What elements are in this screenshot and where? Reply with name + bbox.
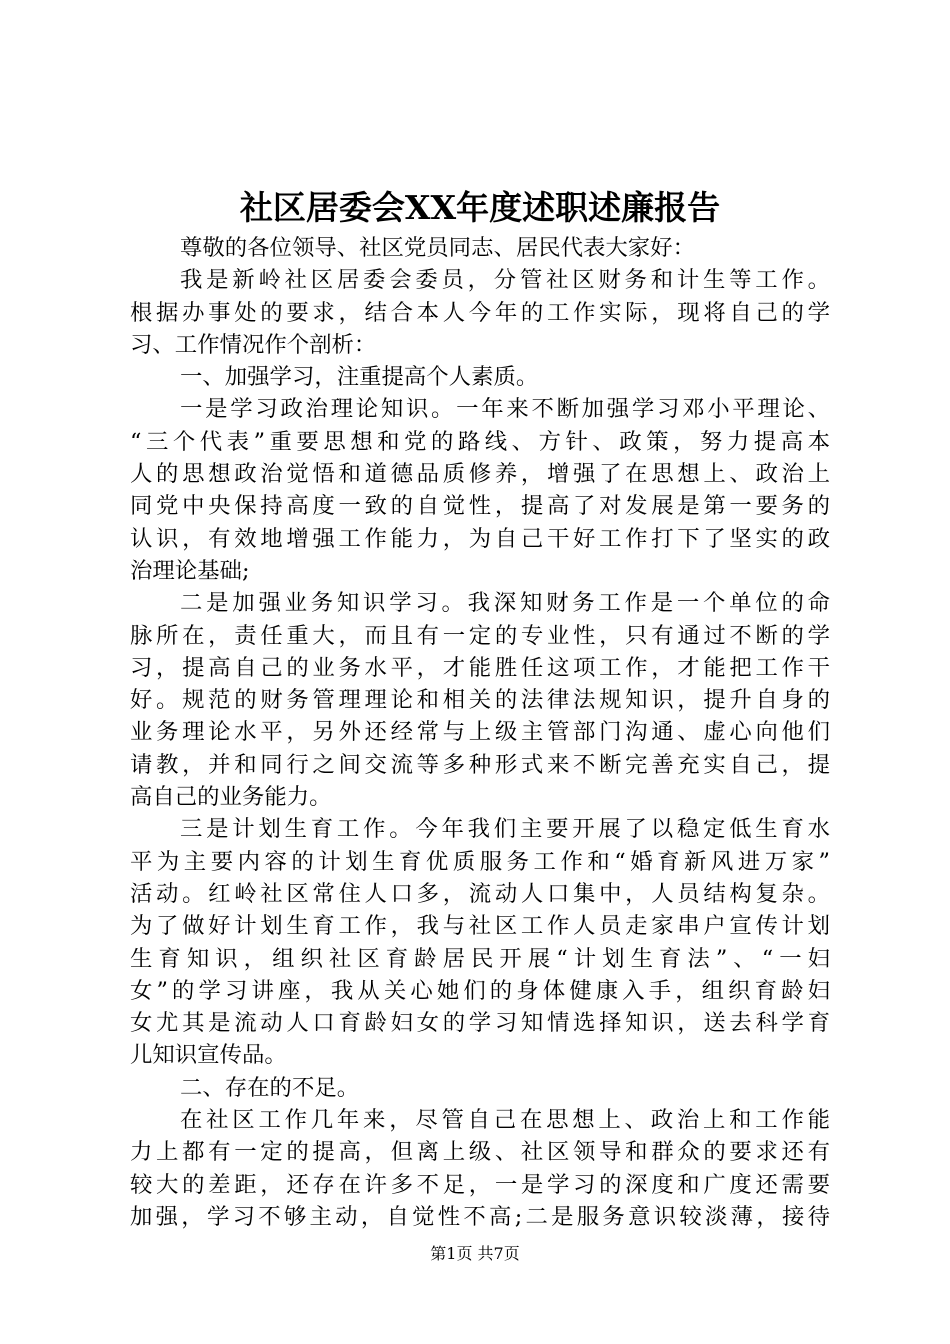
body-line: 认识，有效地增强工作能力，为自己干好工作打下了坚实的政 (130, 525, 830, 552)
body-line: 二是加强业务知识学习。我深知财务工作是一个单位的命 (180, 590, 830, 617)
body-line: 请教，并和同行之间交流等多种形式来不断完善充实自己，提 (130, 751, 830, 778)
body-line: 加强，学习不够主动，自觉性不高;二是服务意识较淡薄，接待 (130, 1203, 830, 1230)
body-line: 在社区工作几年来，尽管自己在思想上、政治上和工作能 (180, 1107, 830, 1134)
body-line: 平为主要内容的计划生育优质服务工作和“婚育新风进万家” (130, 848, 830, 875)
document-title: 社区居委会XX年度述职述廉报告 (239, 188, 721, 227)
body-line: 同党中央保持高度一致的自觉性，提高了对发展是第一要务的 (130, 493, 830, 520)
body-line: 人的思想政治觉悟和道德品质修养，增强了在思想上、政治上 (130, 461, 830, 488)
body-line: 儿知识宣传品。 (130, 1042, 287, 1069)
body-line: 力上都有一定的提高，但离上级、社区领导和群众的要求还有 (130, 1139, 830, 1166)
body-line: 治理论基础; (130, 557, 250, 584)
body-line: 一、加强学习，注重提高个人素质。 (180, 364, 539, 391)
body-line: 较大的差距，还存在许多不足，一是学习的深度和广度还需要 (130, 1171, 830, 1198)
body-line: 活动。红岭社区常住人口多，流动人口集中，人员结构复杂。 (130, 880, 830, 907)
body-line: 女”的学习讲座，我从关心她们的身体健康入手，组织育龄妇 (130, 977, 830, 1004)
body-line: 好。规范的财务管理理论和相关的法律法规知识，提升自身的 (130, 687, 830, 714)
body-line: 根据办事处的要求，结合本人今年的工作实际，现将自己的学 (130, 299, 830, 326)
page-footer: 第1页 共7页 (430, 1244, 520, 1263)
body-line: 习、工作情况作个剖析： (130, 331, 377, 358)
body-line: 二、存在的不足。 (180, 1074, 360, 1101)
document-body (130, 232, 830, 1233)
body-line: 习，提高自己的业务水平，才能胜任这项工作，才能把工作干 (130, 654, 830, 681)
body-line: 生育知识，组织社区育龄居民开展“计划生育法”、“一妇 (130, 945, 830, 972)
body-line: 尊敬的各位领导、社区党员同志、居民代表大家好： (180, 235, 695, 261)
body-line: 女尤其是流动人口育龄妇女的学习知情选择知识，送去科学育 (130, 1010, 830, 1037)
body-line: 高自己的业务能力。 (130, 784, 332, 811)
body-line: 脉所在，责任重大，而且有一定的专业性，只有通过不断的学 (130, 622, 830, 649)
body-line: 为了做好计划生育工作，我与社区工作人员走家串户宣传计划 (130, 913, 830, 940)
body-line: 一是学习政治理论知识。一年来不断加强学习邓小平理论、 (180, 396, 830, 423)
body-line: “三个代表”重要思想和党的路线、方针、政策，努力提高本 (130, 428, 830, 455)
body-line: 业务理论水平，另外还经常与上级主管部门沟通、虚心向他们 (130, 719, 830, 746)
body-line: 三是计划生育工作。今年我们主要开展了以稳定低生育水 (180, 816, 830, 843)
body-line: 我是新岭社区居委会委员，分管社区财务和计生等工作。 (180, 267, 830, 294)
